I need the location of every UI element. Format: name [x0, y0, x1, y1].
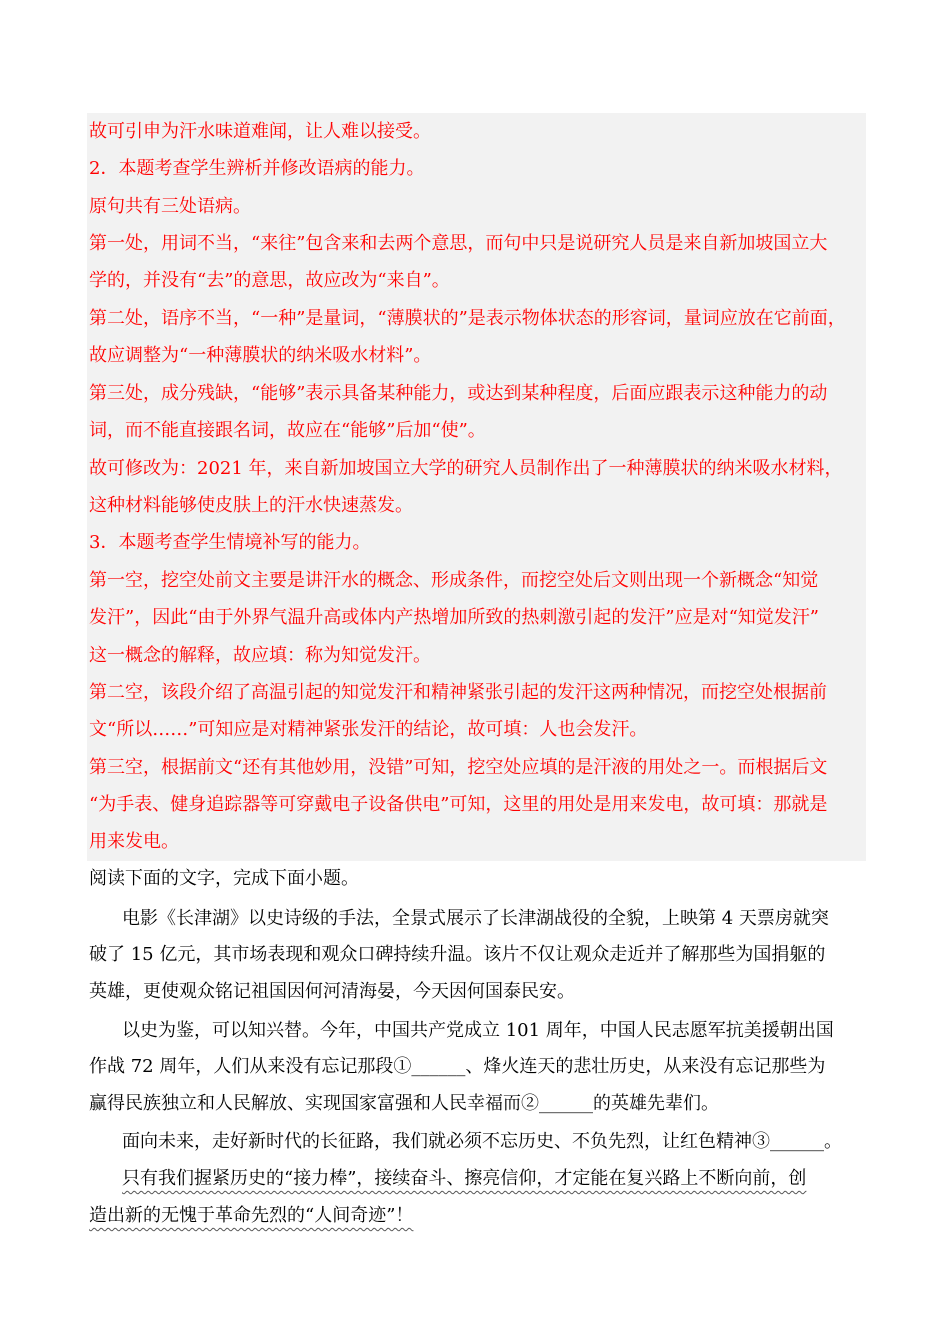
- passage-line-underlined: 只有我们握紧历史的“接力棒”，接续奋斗、擦亮信仰，才定能在复兴路上不断向前，创: [122, 1168, 807, 1189]
- answer-line: 文“所以……”可知应是对精神紧张发汗的结论，故可填：人也会发汗。: [89, 719, 648, 740]
- passage-line: 英雄，更使观众铭记祖国因何河清海晏，今天因何国泰民安。: [89, 981, 575, 1002]
- passage-line: 赢得民族独立和人民解放、实现国家富强和人民幸福而②______的英雄先辈们。: [89, 1093, 719, 1114]
- answer-line: 第一空，挖空处前文主要是讲汗水的概念、形成条件，而挖空处后文则出现一个新概念“知觉: [89, 570, 819, 591]
- answer-line: 第三空，根据前文“还有其他妙用，没错”可知，挖空处应填的是汗液的用处之一。而根据后文: [89, 757, 828, 778]
- passage-line-underlined: 造出新的无愧于革命先烈的“人间奇迹”！: [89, 1205, 414, 1226]
- answer-analysis-block: [87, 113, 866, 861]
- answer-line: “为手表、健身追踪器等可穿戴电子设备供电”可知，这里的用处是用来发电，故可填：那就是: [89, 794, 828, 815]
- answer-line: 这种材料能够使皮肤上的汗水快速蒸发。: [89, 495, 413, 516]
- passage-line: 电影《长津湖》以史诗级的手法，全景式展示了长津湖战役的全貌，上映第 4 天票房就突: [122, 908, 829, 929]
- answer-line: 这一概念的解释，故应填：称为知觉发汗。: [89, 645, 431, 666]
- answer-line: 第一处，用词不当，“来往”包含来和去两个意思，而句中只是说研究人员是来自新加坡国立大: [89, 233, 828, 254]
- passage-instruction: 阅读下面的文字，完成下面小题。: [89, 868, 359, 889]
- answer-line: 词，而不能直接跟名词，故应在“能够”后加“使”。: [89, 420, 486, 441]
- answer-line: 故可引申为汗水味道难闻，让人难以接受。: [89, 121, 431, 142]
- answer-line: 故应调整为“一种薄膜状的纳米吸水材料”。: [89, 345, 432, 366]
- passage-line: 以史为鉴，可以知兴替。今年，中国共产党成立 101 周年，中国人民志愿军抗美援朝出国: [122, 1020, 834, 1041]
- answer-line: 发汗”，因此“由于外界气温升高或体内产热增加所致的热刺激引起的发汗”应是对“知觉发汗”: [89, 607, 820, 628]
- answer-line: 第二处，语序不当，“一种”是量词，“薄膜状的”是表示物体状态的形容词，量词应放在它前面，: [89, 308, 846, 329]
- answer-line: 3．本题考查学生情境补写的能力。: [89, 532, 371, 553]
- answer-line: 2．本题考查学生辨析并修改语病的能力。: [89, 158, 425, 179]
- answer-line: 原句共有三处语病。: [89, 196, 251, 217]
- answer-line: 第三处，成分残缺，“能够”表示具备某种能力，或达到某种程度，后面应跟表示这种能力的动: [89, 383, 828, 404]
- passage-line: 作战 72 周年，人们从来没有忘记那段①______、烽火连天的悲壮历史，从来没有忘记那些为: [89, 1056, 826, 1077]
- passage-line: 面向未来，走好新时代的长征路，我们就必须不忘历史、不负先烈，让红色精神③______。: [122, 1131, 842, 1152]
- answer-line: 第二空，该段介绍了高温引起的知觉发汗和精神紧张引起的发汗这两种情况，而挖空处根据前: [89, 682, 827, 703]
- answer-line: 用来发电。: [89, 831, 179, 852]
- answer-line: 学的，并没有“去”的意思，故应改为“来自”。: [89, 270, 450, 291]
- passage-line: 破了 15 亿元，其市场表现和观众口碑持续升温。该片不仅让观众走近并了解那些为国捐躯的: [89, 944, 826, 965]
- answer-line: 故可修改为：2021 年，来自新加坡国立大学的研究人员制作出了一种薄膜状的纳米吸水材料，: [89, 458, 843, 479]
